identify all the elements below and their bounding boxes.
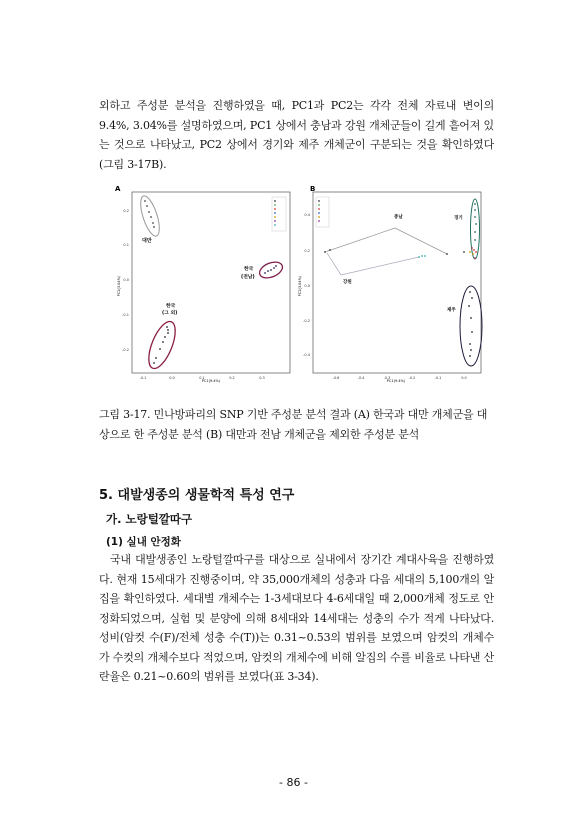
figure-caption: 그림 3-17. 민나방파리의 SNP 기반 주성분 분석 결과 (A) 한국과 대만 개체군을 대상으로 한 주성분 분석 (B) 대만과 전남 개체군을 제외한 주성분 분석 bbox=[99, 408, 488, 441]
panel-b-legend bbox=[316, 197, 329, 227]
panel-a bbox=[115, 186, 290, 383]
section-heading: 5. 대발생종의 생물학적 특성 연구 bbox=[99, 488, 295, 503]
label-korea-other-2: (그 외) bbox=[162, 311, 178, 316]
label-korea-other-1: 한국 bbox=[166, 304, 176, 309]
panel-a-letter: A bbox=[115, 186, 121, 193]
label-gyeonggi: 경기 bbox=[454, 216, 463, 221]
panel-a-ytick: 0.0 bbox=[123, 278, 129, 282]
panel-a-ytick: -0.2 bbox=[122, 348, 129, 352]
pca-figure bbox=[114, 186, 487, 384]
subsection-heading: 가. 노랑털깔따구 bbox=[106, 512, 193, 526]
panel-b-ytick: 0.2 bbox=[304, 249, 310, 253]
panel-a-ytick: -0.1 bbox=[122, 313, 129, 317]
panel-b-ytick: -0.4 bbox=[303, 353, 310, 357]
label-gangwon: 강원 bbox=[343, 280, 352, 285]
panel-a-ytick: 0.1 bbox=[123, 243, 129, 247]
body-paragraph-2: 국내 대발생종인 노랑털깔따구를 대상으로 실내에서 장기간 계대사육을 진행하였다. 현재 15세대가 진행중이며, 약 35,000개체의 성충과 다음 세대의 5,100개의 알집을 확인하였다. 세대별 개체수는 1-3세대보다 4-6세대일 때 2,000개체 정도로 안정화되었으며, 실험 및 분양에 의해 8세대와 14세대는 성충의 수가 적게 나타났다. 성비(암컷 수(F)/전체 성충 수(T))는 0.31~0.53의 범위를 보였으며 암컷의 개체수가 수컷의 개체수보다 적었으며, 암컷의 개체수에 비해 알집의 수를 비율로 나타낸 산란율은 0.21~0.60의 범위를 보였다(표 3-34). bbox=[99, 553, 494, 683]
panel-b-xtick: -0.6 bbox=[332, 376, 340, 380]
panel-a-xtick: 0.0 bbox=[169, 376, 175, 380]
panel-b-ytick: 0.0 bbox=[304, 284, 310, 288]
panel-a-ylabel: PC2(3.04%) bbox=[117, 275, 121, 297]
panel-b-letter: B bbox=[310, 186, 316, 193]
panel-b-ytick: 0.4 bbox=[304, 213, 310, 217]
body-paragraph-1: 외하고 주성분 분석을 진행하였을 때, PC1과 PC2는 각각 전체 자료내 변이의 9.4%, 3.04%를 설명하였으며, PC1 상에서 충남과 강원 개체군들이 길게 흩어져 있는 것으로 나타났고, PC2 상에서 경기와 제주 개체군이 구분되는 것을 확인하였다(그림 3-17B). bbox=[99, 99, 494, 171]
panel-b-xtick: -0.3 bbox=[383, 376, 391, 380]
label-korea-jeonnam-1: 한국 bbox=[244, 267, 254, 272]
panel-a-legend bbox=[272, 197, 286, 231]
panel-b-xtick: 0.0 bbox=[461, 376, 467, 380]
label-chungnam: 충남 bbox=[394, 215, 403, 220]
label-taiwan: 대만 bbox=[142, 238, 152, 244]
panel-a-xtick: 0.3 bbox=[259, 376, 265, 380]
subsubsection-heading: (1) 실내 안정화 bbox=[106, 536, 181, 548]
panel-a-ytick: 0.2 bbox=[123, 209, 129, 213]
panel-b-xtick: -0.2 bbox=[408, 376, 416, 380]
panel-a-xtick: 0.2 bbox=[229, 376, 235, 380]
panel-b-ylabel: PC2(3.04%) bbox=[298, 275, 302, 297]
panel-b bbox=[298, 186, 482, 383]
panel-a-xtick: -0.1 bbox=[139, 376, 147, 380]
panel-b-xlabel: PC1(9.4%) bbox=[386, 379, 406, 383]
panel-b-xtick: -0.1 bbox=[434, 376, 442, 380]
panel-a-xtick: 0.1 bbox=[199, 376, 205, 380]
panel-b-ytick: -0.2 bbox=[303, 319, 310, 323]
label-korea-jeonnam-2: (전남) bbox=[241, 275, 255, 280]
panel-b-xtick: -0.4 bbox=[357, 376, 365, 380]
label-jeju: 제주 bbox=[447, 308, 456, 313]
page-number: - 86 - bbox=[279, 776, 308, 789]
panel-a-xlabel: PC1(9.4%) bbox=[201, 379, 221, 383]
